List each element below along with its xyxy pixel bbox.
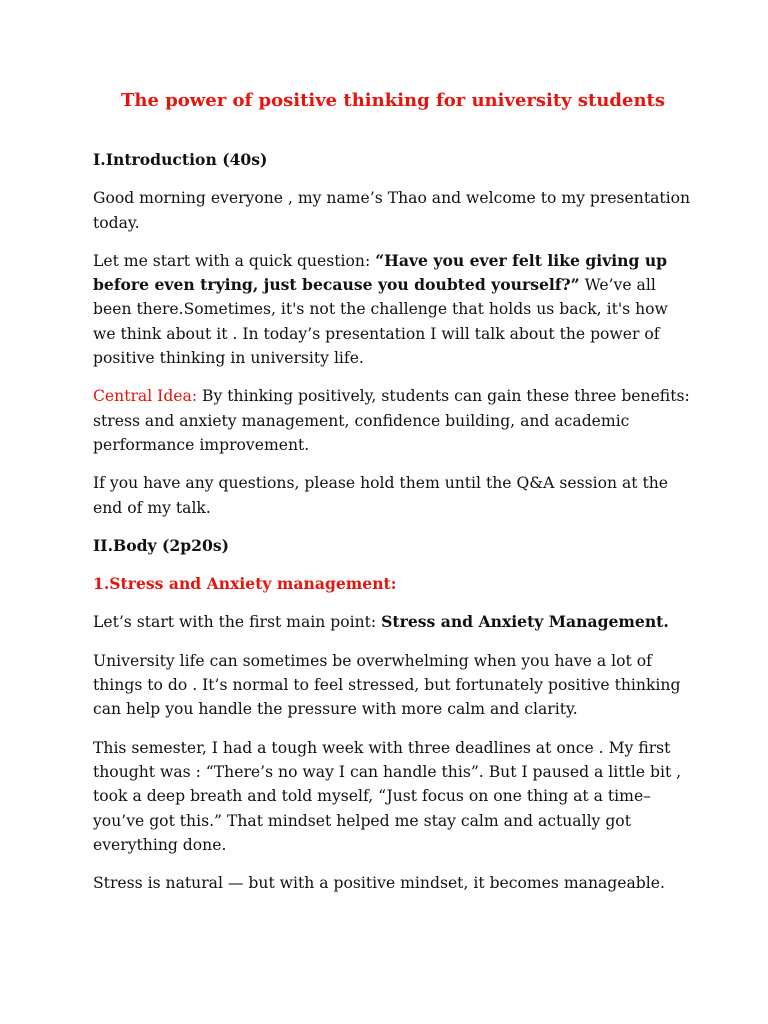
stress-paragraph-3: Stress is natural — but with a positive mindset, it becomes manageable. <box>93 874 665 893</box>
central-idea-text: By thinking positively, students can gain these three benefits: stress and anxiety management, confidence building, and academic performance improvement. <box>93 387 690 454</box>
question-lead: Let me start with a quick question: <box>93 251 376 270</box>
question-paragraph <box>93 249 693 370</box>
question-rest: We’ve all been there.Sometimes, it's not the challenge that holds us back, it's how we think about it . In today’s presentation I will talk about the power of positive thinking in university life. <box>93 276 668 368</box>
point1-intro-paragraph <box>93 610 693 634</box>
document-content <box>93 88 693 909</box>
point1-heading: 1.Stress and Anxiety management: <box>93 574 397 594</box>
question-bold: “Have you ever felt like giving up before even trying, just because you doubted yourself?” <box>93 250 668 295</box>
intro-heading: I.Introduction (40s) <box>93 150 268 169</box>
point1-lead: Let’s start with the first main point: <box>93 613 382 632</box>
document-title: The power of positive thinking for university students <box>121 90 665 111</box>
stress-paragraph-2: This semester, I had a tough week with three deadlines at once . My first thought was : “There’s no way I can handle this”. But I paused a little bit , took a deep breath and told myself, “Just focus on one thing at a time–you’ve got this.” That mindset helped me stay calm and actually got everything done. <box>93 738 682 854</box>
central-idea-label: Central Idea: <box>93 387 198 406</box>
point1-bold: Stress and Anxiety Management. <box>381 612 669 632</box>
greeting-paragraph: Good morning everyone , my name’s Thao and welcome to my presentation today. <box>93 189 691 232</box>
central-idea-paragraph <box>93 384 693 457</box>
questions-note-paragraph: If you have any questions, please hold them until the Q&A session at the end of my talk. <box>93 474 669 517</box>
body-heading: II.Body (2p20s) <box>93 535 229 555</box>
stress-paragraph-1: University life can sometimes be overwhelming when you have a lot of things to do . It’s normal to feel stressed, but fortunately positive thinking can help you handle the pressure with more calm and clarity. <box>93 651 681 719</box>
